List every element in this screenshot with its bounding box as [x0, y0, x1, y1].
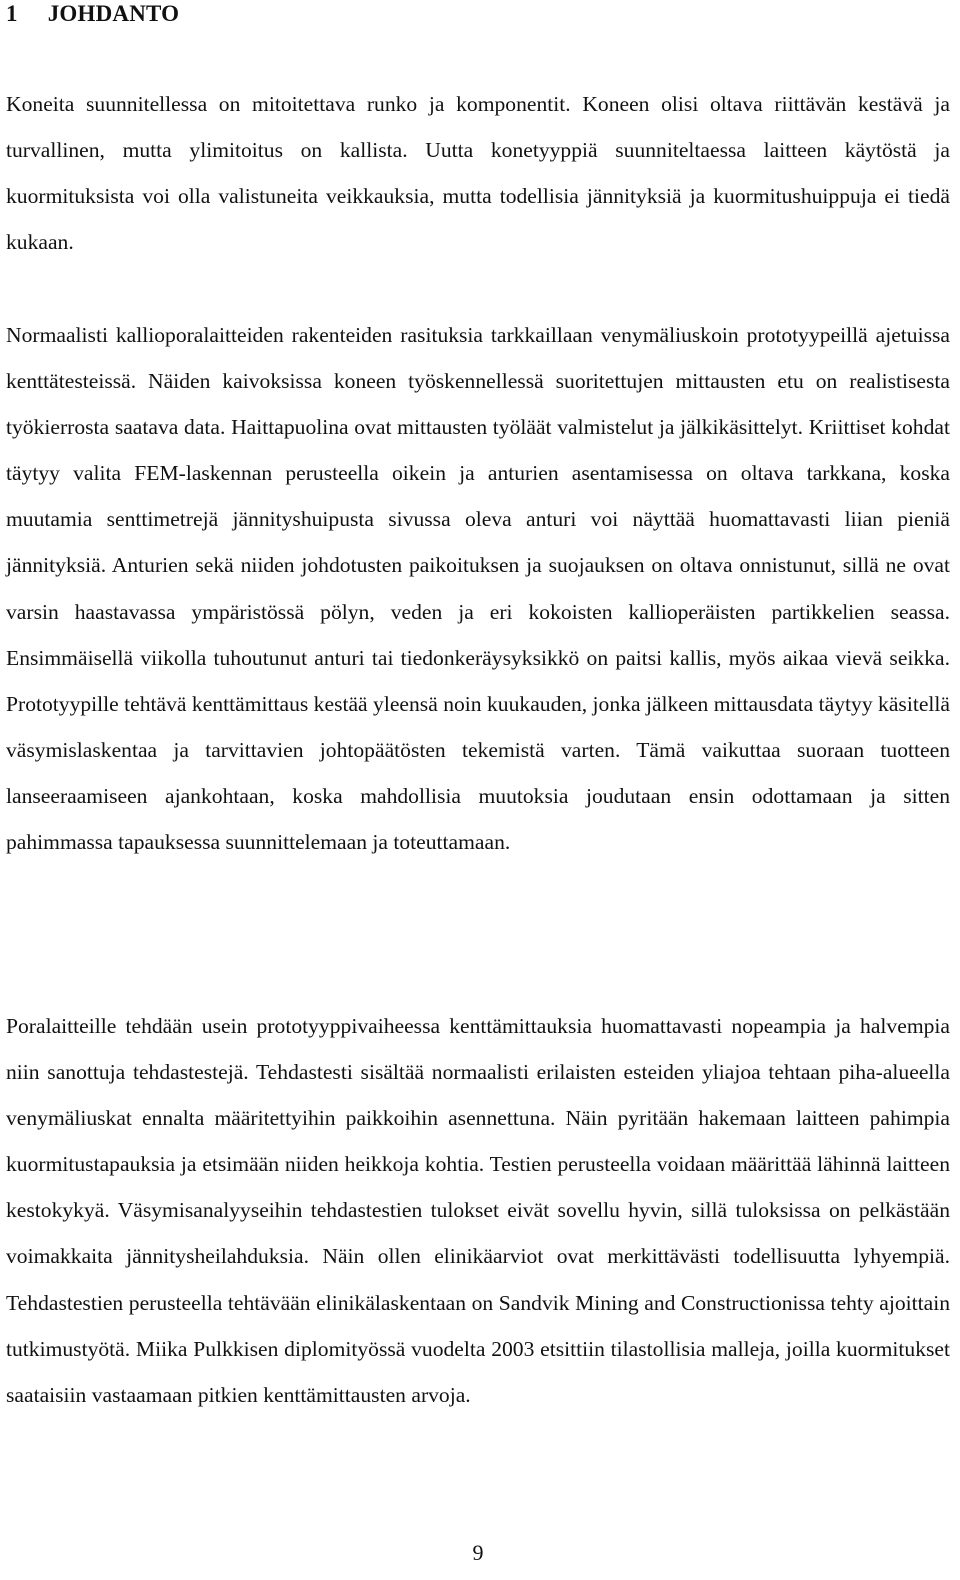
chapter-number: 1 [6, 1, 18, 26]
paragraph-field-tests: Normaalisti kallioporalaitteiden rakenteiden rasituksia tarkkaillaan venymäliuskoin prototyypeillä ajetuissa kenttätesteissä. Näiden kaivoksissa koneen työskennellessä suoritettujen mittausten etu on realistisesta työkierrosta saatava data. Haittapuolina ovat mittausten työläät valmistelut ja jälkikäsittelyt. Kriittiset kohdat täytyy valita FEM-laskennan perusteella oikein ja anturien asentamisessa on oltava tarkkana, koska muutamia senttimetrejä jännityshuipusta sivussa oleva anturi voi näyttää huomattavasti liian pieniä jännityksiä. Anturien sekä niiden johdotusten paikoituksen ja suojauksen on oltava onnistunut, sillä ne ovat varsin haastavassa ympäristössä pölyn, veden ja eri kokoisten kallioperäisten partikkelien seassa. Ensimmäisellä viikolla tuhoutunut anturi tai tiedonkeräysyksikkö on paitsi kallis, myös aikaa vievä seikka. Prototyypille tehtävä kenttämittaus kestää yleensä noin kuukauden, jonka jälkeen mittausdata täytyy käsitellä väsymislaskentaa ja tarvittavien johtopäätösten tekemistä varten. Tämä vaikuttaa suoraan tuotteen lanseeraamiseen ajankohtaan, koska mahdollisia muutoksia joudutaan ensin odottamaan ja sitten pahimmassa tapauksessa suunnittelemaan ja toteuttamaan. [6, 323, 950, 855]
chapter-title: JOHDANTO [47, 1, 180, 26]
paragraph-intro: Koneita suunnitellessa on mitoitettava runko ja komponentit. Koneen olisi oltava riittävän kestävä ja turvallinen, mutta ylimitoitus on kallista. Uutta konetyyppiä suunniteltaessa laitteen käytöstä ja kuormituksista voi olla valistuneita veikkauksia, mutta todellisia jännityksiä ja kuormitushuippuja ei tiedä kukaan. [6, 92, 950, 255]
page-number: 9 [472, 1540, 484, 1565]
paragraph-factory-tests: Poralaitteille tehdään usein prototyyppivaiheessa kenttämittauksia huomattavasti nopeampia ja halvempia niin sanottuja tehdastestejä. Tehdastesti sisältää normaalisti erilaisten esteiden yliajoa tehtaan piha-alueella venymäliuskat ennalta määritettyihin paikkoihin asennettuna. Näin pyritään hakemaan laitteen pahimpia kuormitustapauksia ja etsimään niiden heikkoja kohtia. Testien perusteella voidaan määrittää lähinnä laitteen kestokykyä. Väsymisanalyyseihin tehdastestien tulokset eivät sovellu hyvin, sillä tuloksissa on pelkästään voimakkaita jännitysheilahduksia. Näin ollen elinikäarviot ovat merkittävästi todellisuutta lyhyempiä. Tehdastestien perusteella tehtävään elinikälaskentaan on Sandvik Mining and Constructionissa tehty ajoittain tutkimustyötä. Miika Pulkkisen diplomityössä vuodelta 2003 etsittiin tilastollisia malleja, joilla kuormitukset saataisiin vastaamaan pitkien kenttämittausten arvoja. [6, 1014, 950, 1407]
chapter-heading [6, 0, 950, 32]
document-page [6, 0, 950, 1565]
